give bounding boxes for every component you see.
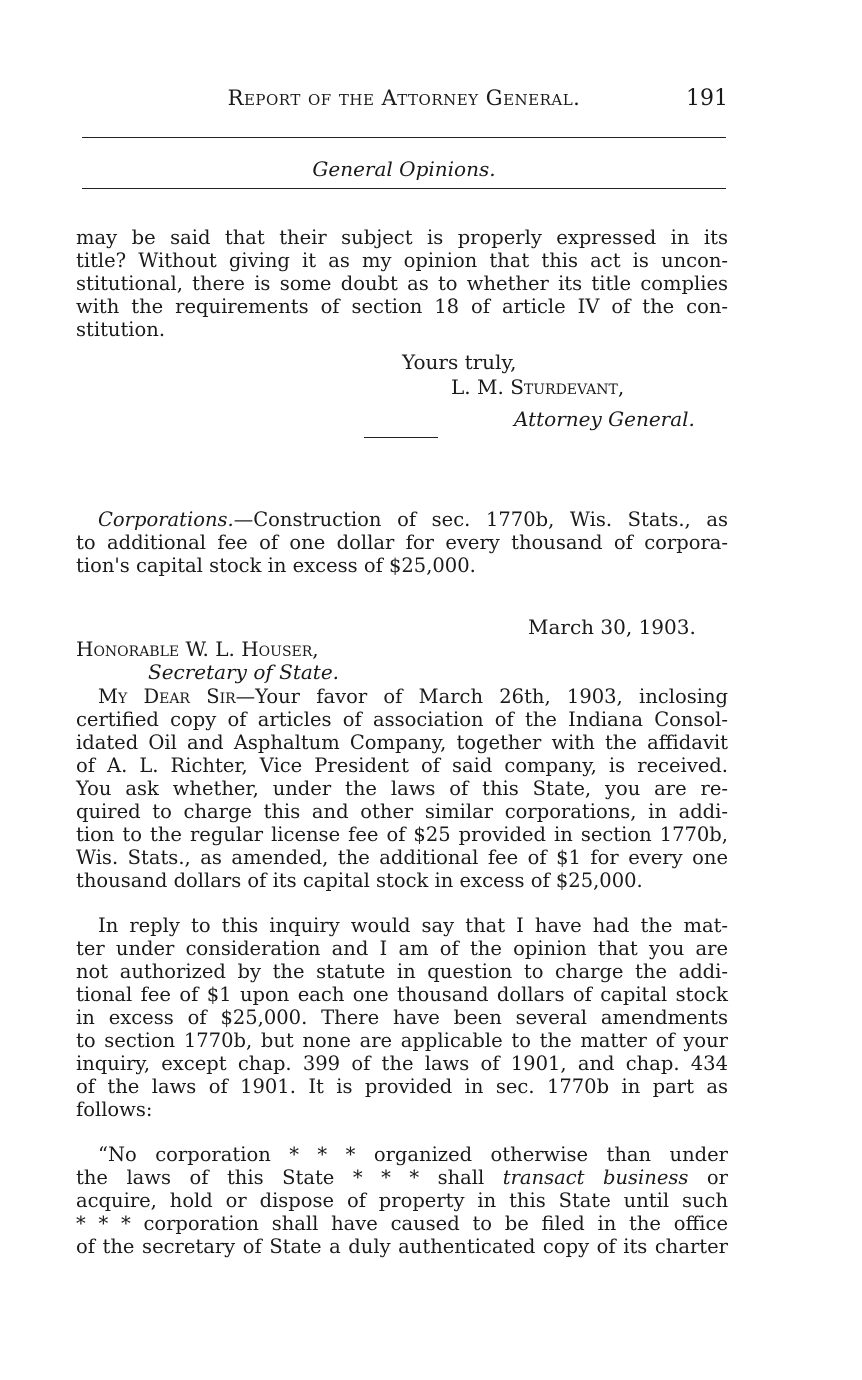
header-rule-bottom <box>82 188 726 189</box>
addressee-title: Secretary of State. <box>148 660 340 684</box>
text-line: with the requirements of section 18 of article IV of the con- <box>76 295 728 318</box>
text-line: tion to the regular license fee of $25 provided in section 1770b, <box>76 823 728 846</box>
section-heading: General Opinions. <box>312 157 496 181</box>
text-line: certified copy of articles of association of the Indiana Consol- <box>76 708 728 731</box>
text-line: may be said that their subject is properly expressed in its <box>76 226 728 249</box>
quote-line <box>76 1143 728 1166</box>
text-line: to section 1770b, but none are applicable to the matter of your <box>76 1029 728 1052</box>
text-line <box>76 685 728 708</box>
previous-opinion-text <box>76 226 728 341</box>
quote-emphasis: transact business <box>502 1166 689 1189</box>
signer-name: L. M. Sturdevant, <box>451 375 625 399</box>
headnote-line <box>76 508 728 531</box>
text-line: thousand dollars of its capital stock in excess of $25,000. <box>76 869 643 892</box>
quote-text: “No corporation * * * organized otherwise than under <box>98 1143 728 1166</box>
headnote-text: —Construction of sec. 1770b, Wis. Stats., as <box>233 508 728 531</box>
body-paragraph-2 <box>76 914 728 1121</box>
text-line: inquiry, except chap. 399 of the laws of 1901, and chap. 434 <box>76 1052 728 1075</box>
text-line: stitutional, there is some doubt as to whether its title complies <box>76 272 728 295</box>
statute-quotation <box>76 1143 728 1258</box>
text-line: idated Oil and Asphaltum Company, together with the affidavit <box>76 731 728 754</box>
quote-line: * * * corporation shall have caused to be filed in the office <box>76 1212 728 1235</box>
text-line: follows: <box>76 1098 153 1121</box>
text-line: of A. L. Richter, Vice President of said company, is received. <box>76 754 728 777</box>
body-text: In reply to this inquiry would say that I have had the mat- <box>98 914 728 937</box>
quote-text: or <box>688 1166 728 1189</box>
running-head <box>80 86 728 120</box>
salutation: My Dear Sir <box>98 685 236 708</box>
page-number: 191 <box>686 86 728 111</box>
text-line: quired to charge this and other similar corporations, in addi- <box>76 800 728 823</box>
opinion-date: March 30, 1903. <box>528 615 696 639</box>
text-line: not authorized by the statute in question to charge the addi- <box>76 960 728 983</box>
text-line: title? Without giving it as my opinion that this act is uncon- <box>76 249 728 272</box>
text-line: of the laws of 1901. It is provided in sec. 1770b in part as <box>76 1075 728 1098</box>
headnote-lead: Corporations. <box>98 508 234 531</box>
closing: Yours truly, <box>402 350 517 374</box>
headnote-line: tion's capital stock in excess of $25,000. <box>76 554 476 577</box>
headnote <box>76 508 728 577</box>
quote-line: acquire, hold or dispose of property in this State until such <box>76 1189 728 1212</box>
quote-text: the laws of this State * * * shall <box>76 1166 503 1189</box>
body-text: —Your favor of March 26th, 1903, inclosing <box>235 685 728 708</box>
headnote-line: to additional fee of one dollar for every thousand of corpora- <box>76 531 728 554</box>
text-line: ter under consideration and I am of the opinion that you are <box>76 937 728 960</box>
separator-rule <box>364 437 438 438</box>
text-line: stitution. <box>76 318 166 341</box>
text-line: You ask whether, under the laws of this State, you are re- <box>76 777 728 800</box>
quote-line <box>76 1166 728 1189</box>
header-rule-top <box>82 137 726 138</box>
quote-line: of the secretary of State a duly authenticated copy of its charter <box>76 1235 728 1258</box>
body-paragraph-1 <box>76 685 728 892</box>
text-line <box>76 914 728 937</box>
text-line: in excess of $25,000. There have been several amendments <box>76 1006 728 1029</box>
addressee: Honorable W. L. Houser, <box>76 637 319 661</box>
signer-title: Attorney General. <box>514 407 695 431</box>
text-line: tional fee of $1 upon each one thousand dollars of capital stock <box>76 983 728 1006</box>
running-title: Report of the Attorney General. <box>227 86 581 110</box>
text-line: Wis. Stats., as amended, the additional fee of $1 for every one <box>76 846 728 869</box>
